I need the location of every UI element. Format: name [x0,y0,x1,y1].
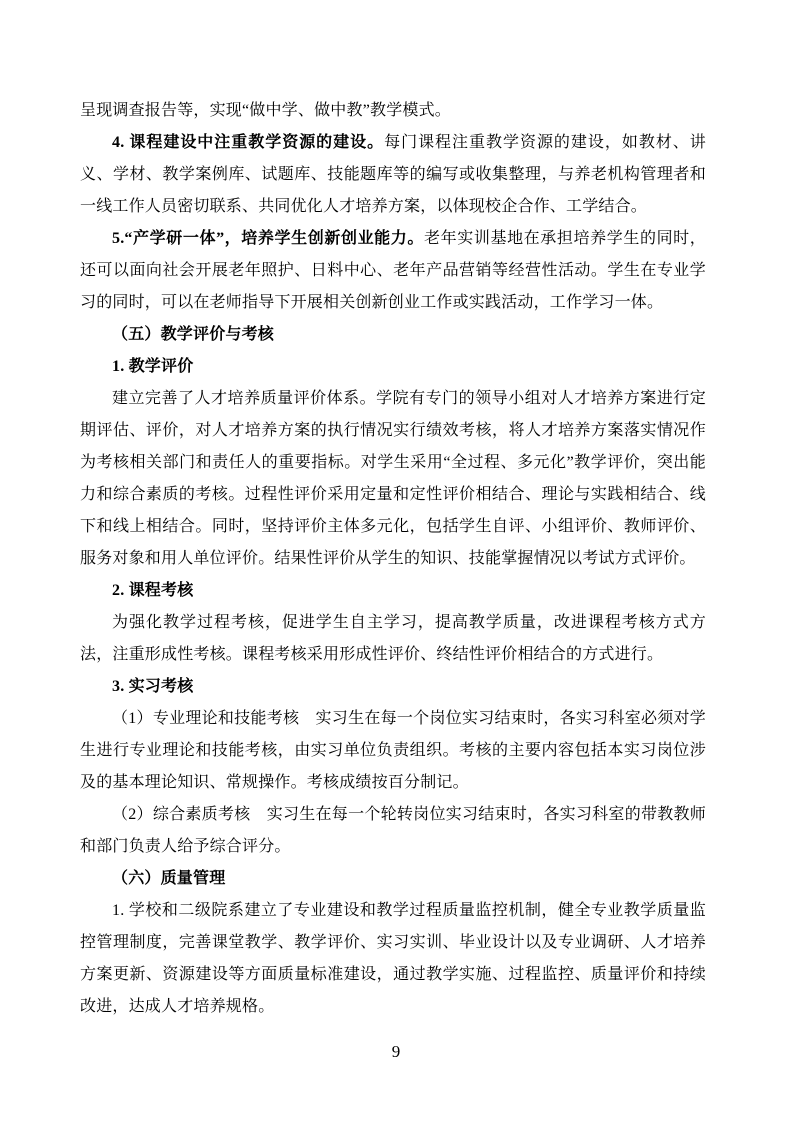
paragraph-text: 呈现调查报告等，实现“做中学、做中教”教学模式。 [80,102,452,119]
continued-paragraph [80,95,706,127]
paragraph-lead: 4. 课程建设中注重教学资源的建设。 [112,134,385,151]
paragraph-item-4 [80,127,706,223]
document-body [80,95,706,1023]
paragraph-text: 老年实训基地在承担培养学生的同时，还可以面向社会开展老年照护、日料中心、老年产品营销等经营性活动。学生在专业学习的同时，可以在老师指导下开展相关创新创业工作或实践活动，工作学习一体。 [80,230,706,311]
page-number: 9 [391,1042,401,1061]
paragraph-internship-assessment-2: （2）综合素质考核 实习生在每一个轮转岗位实习结束时，各实习科室的带教教师和部门负责人给予综合评分。 [80,806,706,855]
paragraph-lead: 5.“产学研一体”，培养学生创新创业能力。 [112,230,425,247]
paragraph-quality-management: 1. 学校和二级院系建立了专业建设和教学过程质量监控机制，健全专业教学质量监控管理制度，完善课堂教学、教学评价、实习实训、毕业设计以及专业调研、人才培养方案更新、资源建设等方面质量标准建设，通过教学实施、过程监控、质量评价和持续改进，达成人才培养规格。 [80,902,706,1015]
section-heading-6-quality-management: （六）质量管理 [112,870,226,887]
paragraph-internship-assessment-1: （1）专业理论和技能考核 实习生在每一个岗位实习结束时，各实习科室必须对学生进行专业理论和技能考核，由实习单位负责组织。考核的主要内容包括本实习岗位涉及的基本理论知识、常规操作。考核成绩按百分制记。 [80,710,706,791]
subsection-heading-2-course-assessment: 2. 课程考核 [112,582,194,599]
section-heading-5-teaching-evaluation: （五）教学评价与考核 [112,326,275,343]
paragraph-text: 每门课程注重教学资源的建设，如教材、讲义、学材、教学案例库、试题库、技能题库等的编写或收集整理，与养老机构管理者和一线工作人员密切联系、共同优化人才培养方案，以体现校企合作、工学结合。 [80,134,706,215]
paragraph-item-5 [80,223,706,319]
subsection-heading-3-internship-assessment: 3. 实习考核 [112,678,194,695]
subsection-heading-1-teaching-evaluation: 1. 教学评价 [112,358,194,375]
paragraph-teaching-evaluation: 建立完善了人才培养质量评价体系。学院有专门的领导小组对人才培养方案进行定期评估、评价，对人才培养方案的执行情况实行绩效考核，将人才培养方案落实情况作为考核相关部门和责任人的重要指标。对学生采用“全过程、多元化”教学评价，突出能力和综合素质的考核。过程性评价采用定量和定性评价相结合、理论与实践相结合、线下和线上相结合。同时，坚持评价主体多元化，包括学生自评、小组评价、教师评价、服务对象和用人单位评价。结果性评价从学生的知识、技能掌握情况以考试方式评价。 [80,390,706,567]
paragraph-course-assessment: 为强化教学过程考核，促进学生自主学习，提高教学质量，改进课程考核方式方法，注重形成性考核。课程考核采用形成性评价、终结性评价相结合的方式进行。 [80,614,706,663]
